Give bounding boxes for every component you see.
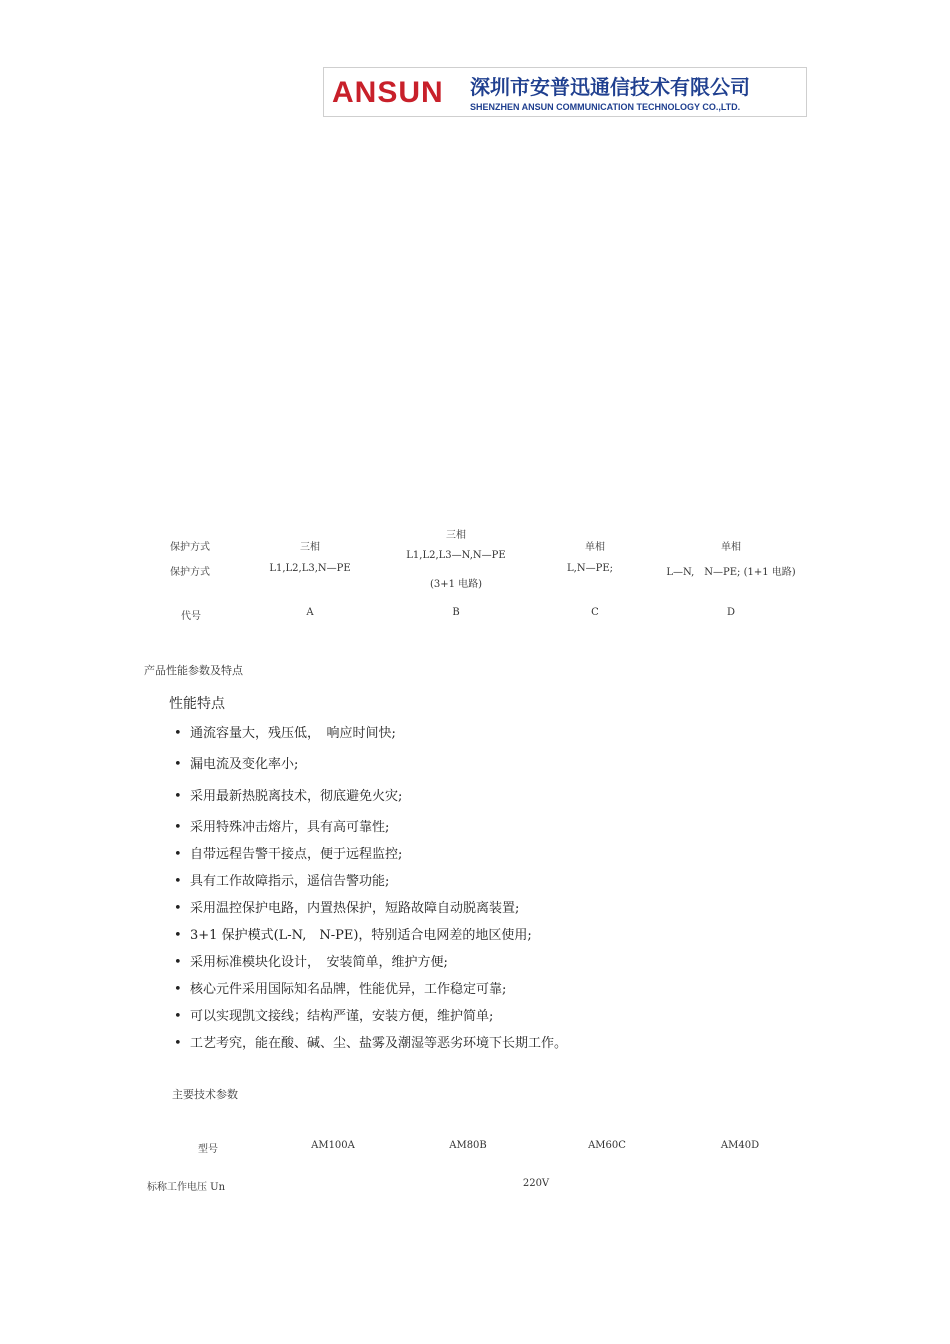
feature-text: 漏电流及变化率小;	[190, 757, 299, 772]
feature-item	[174, 874, 389, 890]
feature-item	[174, 1036, 567, 1052]
col-a-code: A	[306, 607, 314, 618]
col-c-mode: L,N—PE;	[567, 563, 613, 574]
col-b-mode: L1,L2,L3—N,N—PE	[406, 550, 506, 561]
bullet-icon: •	[174, 847, 182, 862]
bullet-icon: •	[174, 757, 182, 772]
feature-text: 采用最新热脱离技术，彻底避免火灾;	[190, 789, 403, 804]
col-c-phase: 单相	[585, 542, 605, 553]
col-a-mode: L1,L2,L3,N—PE	[269, 563, 351, 574]
company-logo	[323, 67, 807, 117]
logo-graphic	[324, 68, 806, 116]
feature-item	[174, 726, 396, 742]
feature-text: 3+1 保护模式(L-N, N-PE)，特别适合电网差的地区使用;	[190, 928, 532, 943]
model-am60c: AM60C	[588, 1140, 626, 1151]
feature-item	[174, 901, 519, 917]
bullet-icon: •	[174, 1009, 182, 1024]
feature-text: 工艺考究，能在酸、碱、尘、盐雾及潮湿等恶劣环境下长期工作。	[190, 1036, 568, 1051]
feature-text: 可以实现凯文接线；结构严谨，安装方便，维护简单;	[190, 1009, 494, 1024]
tech-params-title: 主要技术参数	[172, 1088, 238, 1101]
bullet-icon: •	[174, 955, 182, 970]
feature-text: 采用温控保护电路，内置热保护，短路故障自动脱离装置;	[190, 901, 520, 916]
feature-text: 采用特殊冲击熔片，具有高可靠性;	[190, 820, 390, 835]
param-value-voltage: 220V	[522, 1178, 550, 1189]
feature-item	[174, 789, 402, 805]
logo-brand-mark: ANSUN	[332, 76, 444, 109]
col-d-phase: 单相	[721, 542, 741, 553]
row-label-code: 代号	[181, 611, 201, 622]
bullet-icon: •	[174, 820, 182, 835]
col-d-mode: L—N, N—PE; (1+1 电路)	[666, 567, 796, 578]
bullet-icon: •	[174, 726, 182, 741]
col-b-code: B	[452, 607, 460, 618]
feature-item	[174, 847, 402, 863]
feature-text: 采用标准模块化设计， 安装简单，维护方便;	[190, 955, 448, 970]
bullet-icon: •	[174, 874, 182, 889]
model-header-label: 型号	[198, 1144, 218, 1155]
param-label-voltage: 标称工作电压 Un	[147, 1182, 226, 1193]
feature-item	[174, 1009, 493, 1025]
feature-text: 通流容量大，残压低， 响应时间快;	[190, 726, 396, 741]
model-am100a: AM100A	[311, 1140, 355, 1151]
bullet-icon: •	[174, 901, 182, 916]
logo-company-en: SHENZHEN ANSUN COMMUNICATION TECHNOLOGY CO.,LTD.	[470, 102, 741, 112]
model-am40d: AM40D	[720, 1140, 760, 1151]
row-label-protection-2: 保护方式	[170, 567, 210, 578]
logo-company-cn: 深圳市安普迅通信技术有限公司	[470, 75, 750, 99]
bullet-icon: •	[174, 928, 182, 943]
bullet-icon: •	[174, 789, 182, 804]
features-heading: 性能特点	[169, 696, 225, 712]
section-title: 产品性能参数及特点	[144, 664, 243, 677]
feature-text: 具有工作故障指示，遥信告警功能;	[190, 874, 390, 889]
model-am80b: AM80B	[449, 1140, 487, 1151]
feature-item	[174, 982, 506, 998]
col-b-mode-note: (3+1 电路)	[429, 579, 483, 590]
bullet-icon: •	[174, 982, 182, 997]
feature-text: 核心元件采用国际知名品牌，性能优异，工作稳定可靠;	[190, 982, 507, 997]
feature-item	[174, 757, 298, 773]
row-label-protection-1: 保护方式	[170, 542, 210, 553]
feature-text: 自带远程告警干接点，便于远程监控;	[190, 847, 403, 862]
col-b-phase: 三相	[446, 530, 466, 541]
feature-item	[174, 820, 389, 836]
feature-item	[174, 928, 532, 944]
bullet-icon: •	[174, 1036, 182, 1051]
col-d-code: D	[726, 607, 736, 618]
feature-item	[174, 955, 448, 971]
col-c-code: C	[591, 607, 599, 618]
col-a-phase: 三相	[300, 542, 320, 553]
